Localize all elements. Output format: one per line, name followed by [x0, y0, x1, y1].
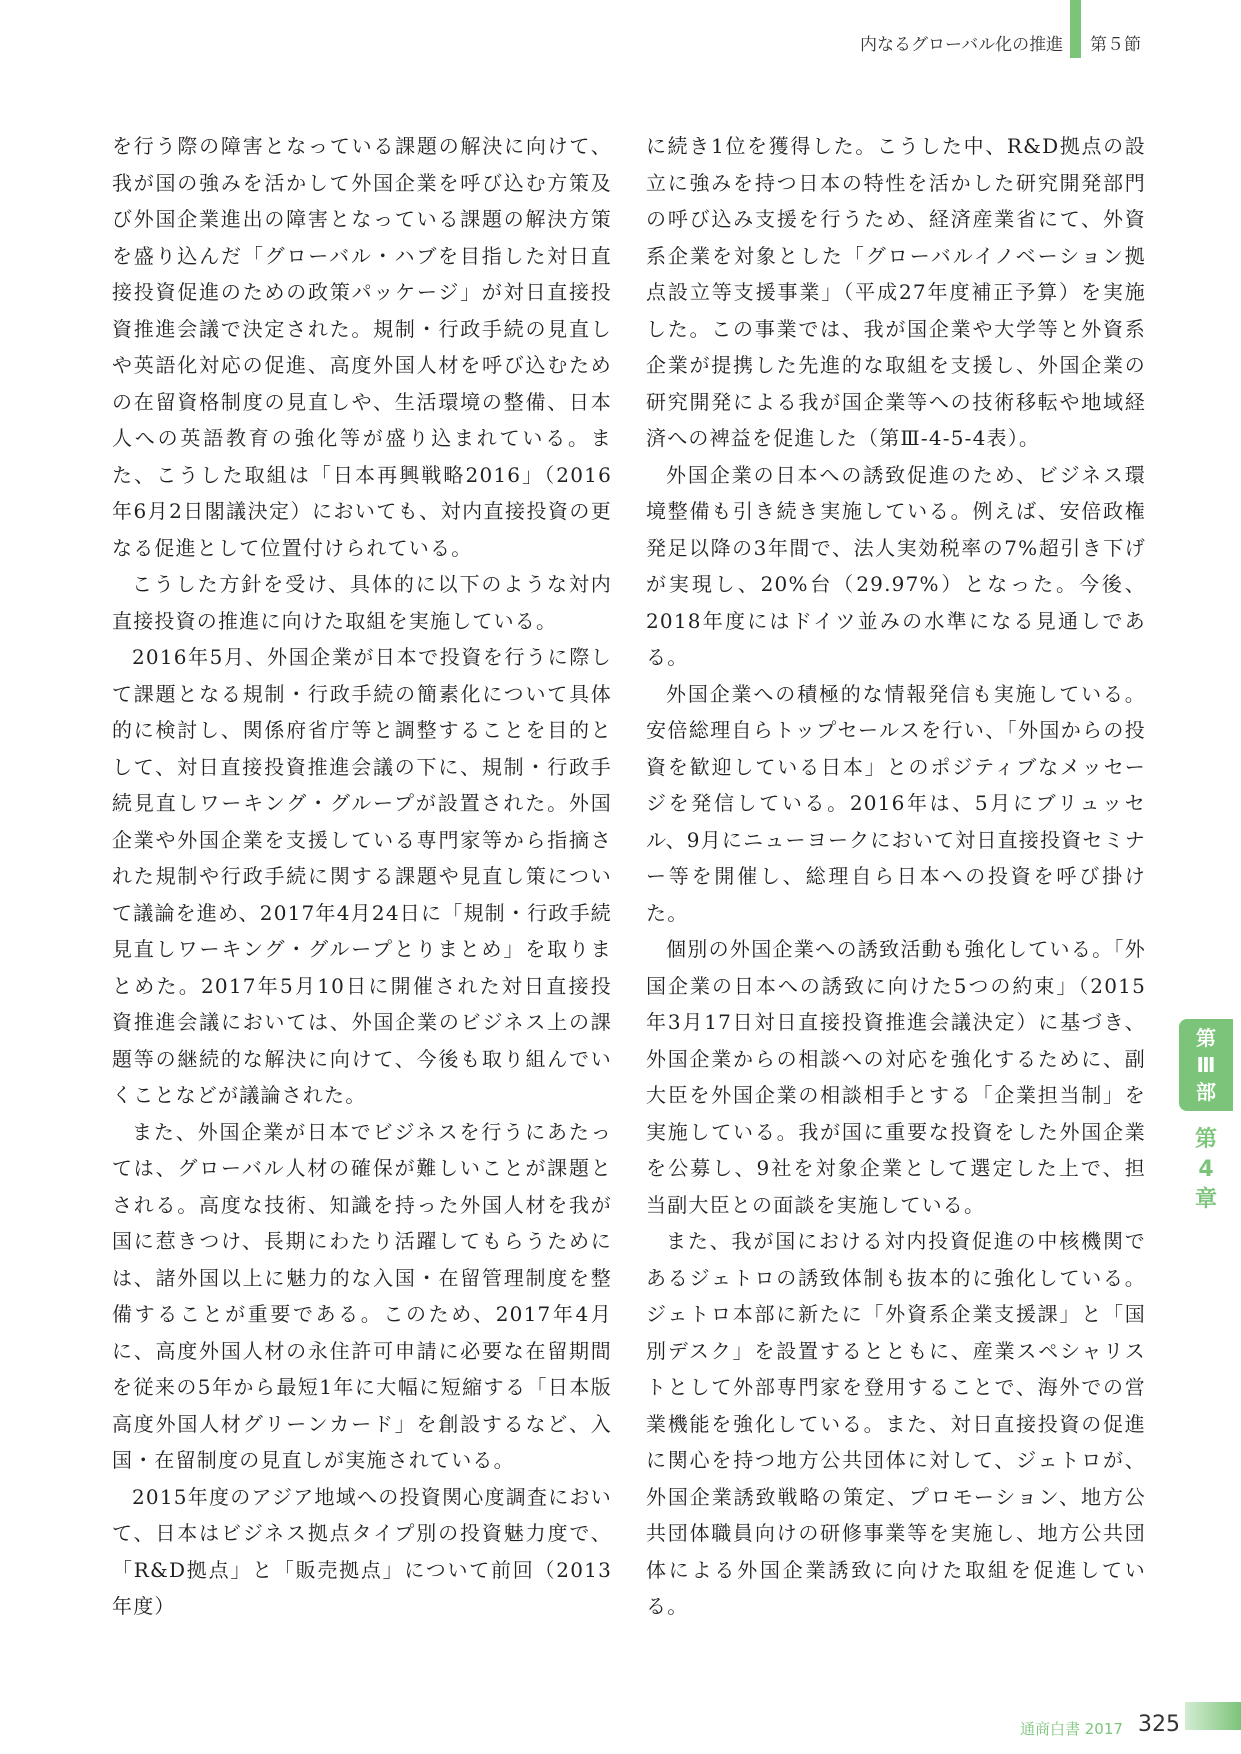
header-accent-bar [1070, 0, 1081, 58]
left-column [112, 128, 612, 1625]
part-tab-line: Ⅲ [1196, 1052, 1216, 1077]
chapter-label-line: 第 [1194, 1127, 1217, 1152]
section-number: 第５節 [1090, 35, 1141, 55]
paragraph: 個別の外国企業への誘致活動も強化している。「外国企業の日本への誘致に向けた5つの約束」（2015年3月17日対日直接投資推進会議決定）に基づき、外国企業からの相談への対応を強化するために、副大臣を外国企業の相談相手とする「企業担当制」を実施している。我が国に重要な投資をした外国企業を公募し、9社を対象企業として選定した上で、担当副大臣との面談を実施している。 [646, 937, 1146, 1217]
paragraph: 外国企業への積極的な情報発信も実施している。安倍総理自らトップセールスを行い、「外国からの投資を歓迎している日本」とのポジティブなメッセージを発信している。2016年は、5月にブリュッセル、9月にニューヨークにおいて対日直接投資セミナー等を開催し、総理自ら日本への投資を呼び掛けた。 [646, 681, 1146, 925]
paragraph: 2015年度のアジア地域への投資関心度調査において、日本はビジネス拠点タイプ別の投資魅力度で、「R&D拠点」と「販売拠点」について前回（2013年度） [112, 1484, 612, 1618]
paragraph: 2016年5月、外国企業が日本で投資を行うに際して課題となる規制・行政手続の簡素化について具体的に検討し、関係府省庁等と調整することを目的として、対日直接投資推進会議の下に、規制・行政手続見直しワーキング・グループが設置された。外国企業や外国企業を支援している専門家等から指摘された規制や行政手続に関する課題や見直し策について議論を進め、2017年4月24日に「規制・行政手続見直しワーキング・グループとりまとめ」を取りまとめた。2017年5月10日に開催された対日直接投資推進会議においては、外国企業のビジネス上の課題等の継続的な解決に向けて、今後も取り組んでいくことなどが議論された。 [112, 645, 612, 1107]
chapter-label [1179, 1125, 1233, 1215]
paragraph: また、我が国における対内投資促進の中核機関であるジェトロの誘致体制も抜本的に強化している。ジェトロ本部に新たに「外資系企業支援課」と「国別デスク」を設置するとともに、産業スペシャリストとして外部専門家を登用することで、海外での営業機能を強化している。また、対日直接投資の促進に関心を持つ地方公共団体に対して、ジェトロが、外国企業誘致戦略の策定、プロモーション、地方公共団体職員向けの研修事業等を実施し、地方公共団体による外国企業誘致に向けた取組を促進している。 [646, 1229, 1146, 1618]
paragraph: こうした方針を受け、具体的に以下のような対内直接投資の推進に向けた取組を実施している。 [112, 572, 612, 633]
section-title: 内なるグローバル化の推進 [860, 35, 1064, 55]
paragraph: に続き1位を獲得した。こうした中、R&D拠点の設立に強みを持つ日本の特性を活かした研究開発部門の呼び込み支援を行うため、経済産業省にて、外資系企業を対象とした「グローバルイノベーション拠点設立等支援事業」（平成27年度補正予算）を実施した。この事業では、我が国企業や大学等と外資系企業が提携した先進的な取組を支援し、外国企業の研究開発による我が国企業等への技術移転や地域経済への裨益を促進した（第Ⅲ-4-5-4表）。 [646, 134, 1146, 450]
page-number: 325 [1138, 1712, 1180, 1737]
paragraph: を行う際の障害となっている課題の解決に向けて、我が国の強みを活かして外国企業を呼び込む方策及び外国企業進出の障害となっている課題の解決方策を盛り込んだ「グローバル・ハブを目指した対日直接投資促進のための政策パッケージ」が対日直接投資推進会議で決定された。規制・行政手続の見直しや英語化対応の促進、高度外国人材を呼び込むための在留資格制度の見直しや、生活環境の整備、日本人への英語教育の強化等が盛り込まれている。また、こうした取組は「日本再興戦略2016」（2016年6月2日閣議決定）においても、対内直接投資の更なる促進として位置付けられている。 [112, 134, 612, 560]
paragraph: また、外国企業が日本でビジネスを行うにあたっては、グローバル人材の確保が難しいことが課題とされる。高度な技術、知識を持った外国人材を我が国に惹きつけ、長期にわたり活躍してもらうためには、諸外国以上に魅力的な入国・在留管理制度を整備することが重要である。このため、2017年4月に、高度外国人材の永住許可申請に必要な在留期間を従来の5年から最短1年に大幅に短縮する「日本版高度外国人材グリーンカード」を創設するなど、入国・在留制度の見直しが実施されている。 [112, 1119, 612, 1472]
paragraph: 外国企業の日本への誘致促進のため、ビジネス環境整備も引き続き実施している。例えば、安倍政権発足以降の3年間で、法人実効税率の7%超引き下げが実現し、20%台（29.97%）となった。今後、2018年度にはドイツ並みの水準になる見通しである。 [646, 462, 1146, 669]
publication-title: 通商白書 2017 [1020, 1720, 1123, 1738]
chapter-label-line: 4 [1198, 1157, 1214, 1182]
part-tab-line: 部 [1196, 1079, 1216, 1104]
chapter-label-line: 章 [1194, 1187, 1217, 1212]
part-tab-line: 第 [1196, 1025, 1216, 1050]
footer-accent-bar [1185, 1702, 1241, 1730]
right-column [646, 128, 1146, 1625]
part-tab [1179, 1019, 1233, 1111]
